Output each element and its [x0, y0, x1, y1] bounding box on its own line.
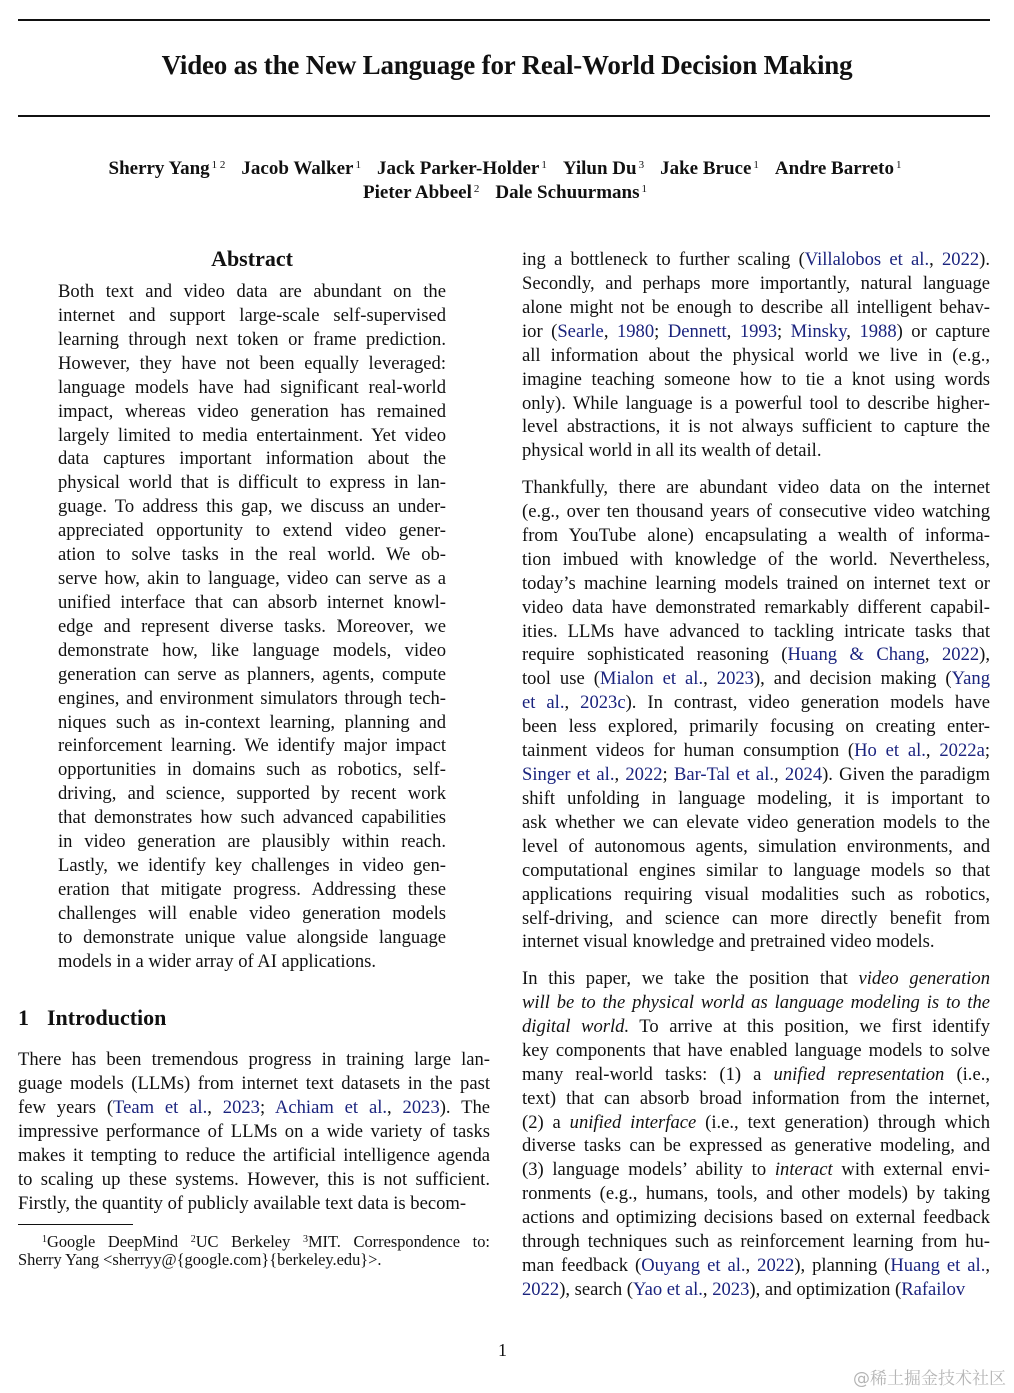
- abstract-heading: Abstract: [211, 246, 293, 271]
- citation-link[interactable]: 2022: [625, 764, 663, 786]
- author-name: Sherry Yang $^{1 2}$: [108, 158, 226, 179]
- text-run: guage models (LLMs) from internet text datasets in the past: [18, 1072, 490, 1094]
- authors-line-1: [0, 158, 1014, 180]
- abstract-line: ation to solve tasks in the real world. We ob-: [58, 544, 446, 566]
- text-run: ;: [259, 1096, 275, 1118]
- text-line: [522, 1087, 990, 1111]
- abstract-line: However, they have not been equally leveraged:: [58, 352, 446, 374]
- author-affiliation-mark: 1: [641, 183, 647, 195]
- text-run: ,: [925, 740, 940, 762]
- citation-link[interactable]: 1980: [616, 320, 655, 342]
- text-run: internet visual knowledge and pretrained video models.: [522, 931, 935, 953]
- text-line: [522, 883, 990, 907]
- text-run: ask whether we can elevate video generation models to the: [522, 811, 990, 833]
- text-run: impressive performance of LLMs on a wide variety of tasks: [18, 1120, 490, 1142]
- abstract-line: internet and support large-scale self-supervised: [58, 304, 446, 326]
- text-line: [522, 1158, 990, 1182]
- abstract-line: opportunities in domains such as robotics, self-: [58, 759, 446, 781]
- emphasis-text: will be to the physical world as language modeling is to the: [522, 991, 990, 1013]
- text-run: ;: [662, 764, 674, 786]
- text-run: key components that have enabled language models to solve: [522, 1039, 990, 1061]
- text-line: [522, 1206, 990, 1230]
- text-line: [18, 1072, 490, 1096]
- text-run: ,: [702, 1278, 713, 1300]
- text-run: ,: [745, 1255, 758, 1277]
- text-run: self-driving, and science can more directly benefit from: [522, 907, 990, 929]
- text-run: ), and optimization (: [749, 1278, 902, 1300]
- text-run: ). Given the paradigm: [822, 764, 990, 786]
- text-run: computational engines similar to language models so that: [522, 859, 990, 881]
- emphasis-text: video generation: [858, 968, 990, 989]
- citation-link[interactable]: Bar-Tal et al.: [673, 764, 775, 786]
- text-run: few years (: [18, 1096, 114, 1118]
- abstract-line: challenges will enable video generation models: [58, 902, 446, 924]
- abstract-line: language models have had significant real-world: [58, 376, 446, 398]
- text-line: [522, 1230, 990, 1254]
- text-run: (e.g., over ten thousand years of consecutive video watching: [522, 500, 990, 522]
- text-run: with external envi-: [832, 1159, 991, 1181]
- text-line: [522, 1111, 990, 1135]
- text-line: [522, 667, 990, 691]
- author-affiliation-mark: 1: [355, 159, 361, 171]
- text-line: [522, 1254, 990, 1278]
- text-run: alone might not be enough to describe all intelligent behav-: [522, 296, 990, 318]
- text-run: ronments (e.g., humans, tools, and other models) by taking: [522, 1183, 990, 1205]
- text-line: [522, 344, 990, 368]
- watermark: @稀土掘金技术社区: [853, 1369, 1006, 1389]
- text-line: [522, 1134, 990, 1158]
- text-run: makes it tempting to reduce the artificial intelligence agenda: [18, 1144, 490, 1166]
- text-run: Thankfully, there are abundant video data on the internet: [522, 477, 990, 498]
- text-run: ,: [929, 249, 942, 270]
- text-line: [522, 296, 990, 320]
- abstract-line: guage. To address this gap, we discuss an under-: [58, 496, 446, 518]
- citation-link[interactable]: 2023: [222, 1096, 260, 1118]
- text-run: through techniques such as reinforcement learning from hu-: [522, 1231, 990, 1253]
- citation-link[interactable]: Rafailov: [901, 1278, 966, 1300]
- text-run: ).: [979, 249, 991, 270]
- abstract-line: reinforcement learning. We identify major impact: [58, 735, 446, 757]
- author-affiliation-mark: 1: [541, 159, 547, 171]
- text-run: been less explored, primarily focusing on creating enter-: [522, 716, 990, 738]
- citation-link[interactable]: 2022: [941, 249, 980, 270]
- text-run: ,: [603, 320, 617, 342]
- text-run: (i.e.,: [944, 1063, 990, 1085]
- text-run: ) or capture: [896, 320, 990, 342]
- affiliation-mark: 1: [42, 1234, 47, 1245]
- author-name: Jack Parker-Holder $^1$: [377, 158, 547, 179]
- text-run: text) that can absorb broad information from the internet,: [522, 1087, 990, 1109]
- text-run: ,: [703, 668, 717, 690]
- abstract-line: unified interface that can absorb internet knowl-: [58, 591, 446, 613]
- text-run: Secondly, and perhaps more importantly, natural language: [522, 272, 990, 294]
- text-line: [522, 248, 990, 272]
- text-run: UC Berkeley: [195, 1232, 303, 1251]
- text-run: ,: [564, 692, 581, 714]
- abstract-line: serve how, akin to language, video can serve as a: [58, 568, 446, 590]
- text-run: tion imbued with knowledge of the world. Nevertheless,: [522, 548, 990, 570]
- emphasis-text: digital world.: [522, 1015, 630, 1037]
- emphasis-text: unified interface: [569, 1111, 697, 1133]
- text-run: (2) a: [522, 1111, 570, 1133]
- text-run: to scaling up these systems. However, this is not sufficient.: [18, 1168, 490, 1190]
- text-run: tainment videos for human consumption (: [522, 740, 855, 762]
- text-run: In this paper, we take the position that: [522, 968, 859, 989]
- text-line: [522, 500, 990, 524]
- citation-link[interactable]: 2022: [941, 644, 980, 666]
- text-run: require sophisticated reasoning (: [522, 644, 788, 666]
- citation-link[interactable]: Ouyang et al.: [641, 1255, 746, 1277]
- text-run: ;: [984, 740, 990, 762]
- author-affiliation-mark: 1 2: [211, 159, 226, 171]
- citation-link[interactable]: 2022: [522, 1278, 560, 1300]
- text-line: [522, 763, 990, 787]
- text-run: many real-world tasks: (1) a: [522, 1063, 774, 1085]
- text-run: man feedback (: [522, 1255, 642, 1277]
- text-line: [522, 476, 990, 500]
- text-run: ,: [614, 764, 626, 786]
- text-line: [522, 548, 990, 572]
- text-line: [522, 643, 990, 667]
- text-run: ,: [846, 320, 860, 342]
- text-run: all information about the physical world we live in (e.g.,: [522, 344, 990, 366]
- text-run: only). While language is a powerful tool to describe higher-: [522, 392, 990, 414]
- citation-link[interactable]: 1993: [739, 320, 777, 342]
- text-line: [522, 272, 990, 296]
- text-line: [522, 596, 990, 620]
- affiliation-mark: 2: [190, 1234, 196, 1245]
- text-run: level of autonomous agents, simulation environments, and: [522, 835, 990, 857]
- text-line: [522, 572, 990, 596]
- section-number: 1: [18, 1005, 29, 1030]
- citation-link[interactable]: Ho et al.: [854, 740, 926, 762]
- citation-link[interactable]: Searle: [557, 320, 604, 342]
- author-affiliation-mark: 3: [638, 159, 645, 171]
- paper-title: Video as the New Language for Real-World Decision Making: [161, 50, 853, 80]
- text-run: shift unfolding in language modeling, it is important to: [522, 787, 990, 809]
- text-run: tool use (: [522, 668, 600, 690]
- text-run: ), planning (: [794, 1255, 891, 1277]
- text-run: applications requiring visual modalities such as robotics,: [522, 883, 990, 905]
- author-name: Pieter Abbeel $^2$: [363, 182, 480, 203]
- author-name: Andre Barreto $^1$: [774, 158, 902, 179]
- bottom-title-rule: [18, 115, 990, 117]
- author-name: Dale Schuurmans $^1$: [495, 182, 647, 203]
- author-affiliation-mark: 1: [895, 159, 902, 171]
- text-line: [522, 811, 990, 835]
- text-line: [18, 1048, 490, 1072]
- text-line: [522, 1015, 990, 1039]
- citation-link[interactable]: 2022: [757, 1255, 795, 1277]
- citation-link[interactable]: Mialon et al.: [599, 668, 704, 690]
- abstract-line: that demonstrates how such advanced capabilities: [58, 807, 446, 829]
- abstract-line: Lastly, we identify key challenges in video gen-: [58, 855, 446, 877]
- text-run: ,: [985, 1255, 990, 1277]
- abstract-line: demonstrate how, like language models, video: [58, 639, 446, 661]
- text-run: ,: [387, 1096, 403, 1118]
- text-run: To arrive at this position, we first identify: [629, 1015, 990, 1037]
- text-line: [18, 1096, 490, 1120]
- text-line: [522, 1182, 990, 1206]
- citation-link[interactable]: Minsky: [790, 320, 847, 342]
- text-run: imagine teaching someone how to tie a knot using words: [522, 368, 990, 390]
- text-line: [522, 835, 990, 859]
- text-run: ,: [207, 1096, 223, 1118]
- text-run: ), search (: [559, 1278, 633, 1300]
- text-line: [18, 1144, 490, 1168]
- text-line: [522, 739, 990, 763]
- text-run: from YouTube alone) encapsulating a wealth of informa-: [522, 524, 990, 546]
- text-run: ), and decision making (: [753, 668, 952, 690]
- text-line: [18, 1120, 490, 1144]
- text-run: ;: [654, 320, 668, 342]
- emphasis-text: unified representation: [773, 1063, 945, 1085]
- text-line: [522, 1063, 990, 1087]
- abstract-line: models in a wider array of AI applications.: [58, 950, 377, 972]
- section-title: Introduction: [47, 1005, 167, 1030]
- abstract-line: to demonstrate unique value alongside language: [58, 926, 446, 948]
- section-heading-introduction: [18, 1005, 166, 1031]
- text-line: [522, 524, 990, 548]
- author-affiliation-mark: 2: [473, 183, 480, 195]
- citation-link[interactable]: et al.: [522, 692, 565, 714]
- footnote-correspondence: Sherry Yang <sherryy@{google.com}{berkeley.edu}>.: [18, 1250, 382, 1269]
- abstract-line: edge and represent diverse tasks. Moreover, we: [58, 615, 446, 637]
- emphasis-text: interact: [774, 1159, 833, 1181]
- abstract-line: learning through next token or frame prediction.: [58, 328, 446, 350]
- abstract-line: in video generation are plausibly within reach.: [58, 831, 446, 853]
- text-run: physical world in all its wealth of detail.: [522, 440, 822, 462]
- text-line: [522, 1039, 990, 1063]
- text-run: ,: [774, 764, 785, 786]
- text-run: Google DeepMind: [47, 1232, 191, 1251]
- text-line: [18, 1168, 490, 1192]
- text-line: [522, 415, 990, 439]
- citation-link[interactable]: Yang: [951, 668, 990, 690]
- author-name: Yilun Du $^3$: [562, 158, 645, 179]
- abstract-line: physical world that is difficult to express in lan-: [58, 472, 446, 494]
- footnote-rule: [18, 1224, 133, 1225]
- text-line: [522, 715, 990, 739]
- text-run: ing a bottleneck to further scaling (: [522, 249, 805, 270]
- text-run: ;: [777, 320, 791, 342]
- top-rule: [18, 19, 990, 21]
- citation-link[interactable]: 2023: [712, 1278, 750, 1300]
- author-name: Jacob Walker $^1$: [241, 158, 361, 179]
- text-run: (3) language models’ ability to: [522, 1159, 775, 1181]
- text-run: video data have demonstrated remarkably different capabil-: [522, 596, 990, 618]
- text-line: [522, 368, 990, 392]
- text-run: ,: [726, 320, 740, 342]
- text-line: [522, 930, 990, 954]
- text-line: [522, 392, 990, 416]
- text-line: [522, 907, 990, 931]
- abstract-line: eration that mitigate progress. Addressing these: [58, 879, 446, 900]
- text-run: ). The: [439, 1096, 491, 1118]
- text-run: MIT. Correspondence to:: [307, 1232, 490, 1251]
- citation-link[interactable]: 2023: [402, 1096, 440, 1118]
- text-run: actions and optimizing decisions based on external feedback: [522, 1207, 990, 1229]
- text-run: ),: [979, 644, 990, 666]
- text-line: [522, 991, 990, 1015]
- citation-link[interactable]: Dennett: [667, 320, 727, 342]
- text-line: [522, 859, 990, 883]
- text-run: level abstractions, it is not always sufficient to capture the: [522, 416, 990, 438]
- text-run: ior (: [522, 320, 558, 342]
- text-line: [522, 967, 990, 991]
- author-name: Jake Bruce $^1$: [660, 158, 759, 179]
- citation-link[interactable]: Singer et al.: [522, 764, 615, 786]
- abstract-line: data captures important information about the: [58, 448, 446, 470]
- citation-link[interactable]: 1988: [859, 320, 897, 342]
- citation-link[interactable]: 2024: [784, 764, 823, 786]
- text-run: There has been tremendous progress in training large lan-: [18, 1049, 490, 1070]
- text-run: today’s machine learning models trained on internet text or: [522, 572, 990, 594]
- text-run: ,: [924, 644, 942, 666]
- text-line: [522, 620, 990, 644]
- abstract-line: generation can serve as planners, agents, compute: [58, 663, 446, 685]
- text-line: [522, 439, 990, 463]
- citation-link[interactable]: Yao et al.: [633, 1278, 703, 1300]
- abstract-line: engines, and environment simulators through tech-: [58, 687, 446, 709]
- abstract-line: driving, and science, supported by recent work: [58, 783, 446, 805]
- text-run: (i.e., text generation) through which: [696, 1111, 990, 1133]
- citation-link[interactable]: Team et al.: [113, 1096, 208, 1118]
- text-run: Firstly, the quantity of publicly available text data is becom-: [18, 1192, 467, 1214]
- text-line: [522, 1278, 990, 1302]
- citation-link[interactable]: 2022a: [939, 740, 985, 762]
- abstract-line: Both text and video data are abundant on the: [58, 281, 446, 302]
- authors-line-2: [0, 182, 1014, 204]
- text-run: diverse tasks can be expressed as generative modeling, and: [522, 1135, 990, 1157]
- citation-link[interactable]: 2023: [716, 668, 754, 690]
- citation-link[interactable]: Villalobos et al.: [804, 249, 930, 270]
- text-line: [18, 1192, 490, 1216]
- text-line: [522, 787, 990, 811]
- abstract-line: appreciated opportunity to extend video gener-: [58, 520, 446, 542]
- affiliation-mark: 3: [302, 1234, 308, 1245]
- citation-link[interactable]: 2023c: [580, 692, 626, 714]
- citation-link[interactable]: Achiam et al.: [274, 1096, 388, 1118]
- page-number: 1: [498, 1340, 507, 1360]
- abstract-line: largely limited to media entertainment. Yet video: [58, 424, 446, 446]
- abstract-line: niques such as in-context learning, planning and: [58, 711, 446, 733]
- citation-link[interactable]: Huang & Chang: [787, 644, 925, 666]
- footnote-affiliations: [18, 1230, 490, 1252]
- author-affiliation-mark: 1: [753, 159, 759, 171]
- text-line: [522, 691, 990, 715]
- text-line: [522, 320, 990, 344]
- citation-link[interactable]: Huang et al.: [890, 1255, 986, 1277]
- text-run: ). In contrast, video generation models have: [625, 692, 990, 714]
- text-run: ities. LLMs have advanced to tackling intricate tasks that: [522, 620, 990, 642]
- abstract-line: impact, whereas video generation has remained: [58, 400, 446, 422]
